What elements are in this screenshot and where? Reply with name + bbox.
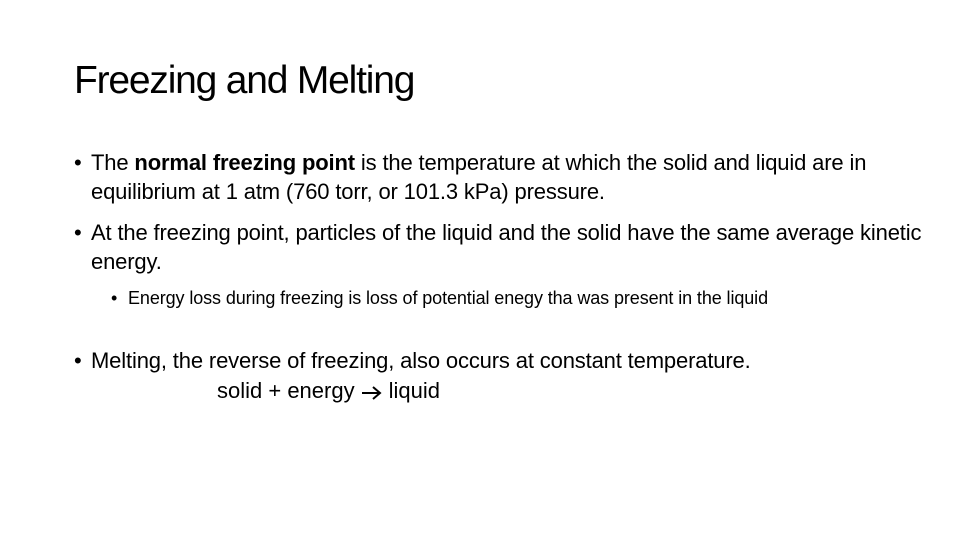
sub-bullet-energy-loss [111,286,908,310]
bullet-marker: • [111,288,118,308]
bullet-text-pre: The [91,150,135,175]
bullet-text-bold: normal freezing point [134,150,355,175]
sub-bullet-text: Energy loss during freezing is loss of potential enegy tha was present in the liquid [128,288,768,308]
bullet-marker: • [74,220,82,245]
bullet-text-post: is the temperature at which the solid and liquid are in equilibrium at 1 atm (760 torr, or 101.3 kPa) pressure. [91,150,867,204]
bullet-freezing-point-particles [74,218,941,276]
slide-title: Freezing and Melting [74,59,415,102]
bullet-text: Melting, the reverse of freezing, also occurs at constant temperature. [91,348,751,373]
right-arrow-icon [361,379,383,408]
equation-left: solid + energy [217,378,355,403]
equation-right: liquid [388,378,440,403]
bullet-text: At the freezing point, particles of the liquid and the solid have the same average kinetic energy. [91,220,922,274]
bullet-marker: • [74,348,82,373]
bullet-marker: • [74,150,82,175]
equation-solid-to-liquid [217,376,440,408]
bullet-melting [74,346,941,375]
bullet-normal-freezing-point [74,148,941,206]
